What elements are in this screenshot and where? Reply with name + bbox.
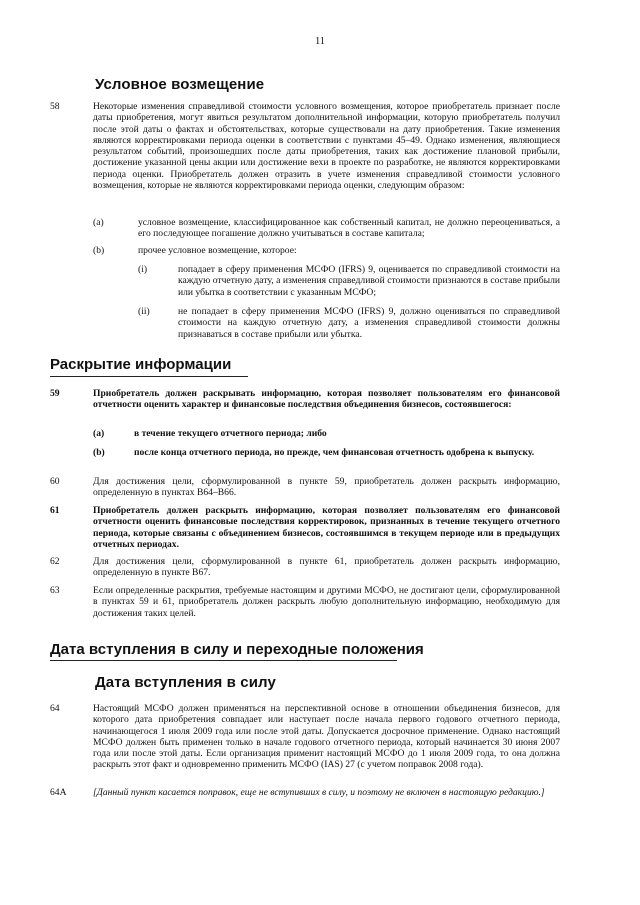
paragraph-text: Некоторые изменения справедливой стоимости условного возмещения, которое приобретатель признает после даты приобретения, могут явиться результатом дополнительной информации, которую приобретатель получил после этой даты о фактах и обстоятельствах, которые существовали на дату приобретения. Такие изменения являются корректировками периода оценки в соответствии с пунктами 45–49. Однако изменения, являющиеся результатом событий, произошедших после даты приобретения, таких как достижение плановой прибыли, достижение указанной цены акции или достижение вехи в проекте по разработке, не являются корректировками периода оценки. Приобретатель должен отразить в учете изменения справедливой стоимости условного возмещения, которые не являются корректировками периода оценки, следующим образом: <box>93 101 560 192</box>
list-label: (b) <box>93 245 105 256</box>
paragraph-number: 59 <box>50 388 60 399</box>
paragraph-text: [Данный пункт касается поправок, еще не вступивших в силу, и поэтому не включен в настоящую редакцию.] <box>93 787 545 798</box>
paragraph-text: Если определенные раскрытия, требуемые настоящим и другими МСФО, не достигают цели, сформулированной в пунктах 59 и 61, приобретатель должен раскрыть любую дополнительную информацию, необходимую для достижения таких целей. <box>93 585 560 619</box>
title-underline <box>50 376 248 377</box>
paragraph-number: 58 <box>50 101 60 112</box>
paragraph-64 <box>50 703 560 771</box>
list-item-a <box>93 217 560 240</box>
paragraph-62 <box>50 556 560 579</box>
paragraph-number: 60 <box>50 476 60 487</box>
list-label: (a) <box>93 428 105 439</box>
paragraph-text: Для достижения цели, сформулированной в пункте 61, приобретатель должен раскрыть информацию, определенную в пункте B67. <box>93 556 560 579</box>
paragraph-number: 64 <box>50 703 60 714</box>
section-title-effective-transition: Дата вступления в силу и переходные положения <box>50 641 424 658</box>
list-item-b <box>93 245 560 256</box>
paragraph-63 <box>50 585 560 619</box>
paragraph-59 <box>50 388 560 411</box>
list-label: (a) <box>93 217 104 228</box>
paragraph-number: 64A <box>50 787 67 798</box>
list-label: (ii) <box>138 306 150 317</box>
paragraph-number: 63 <box>50 585 60 596</box>
section-title-conditional: Условное возмещение <box>95 76 265 93</box>
paragraph-text: Приобретатель должен раскрыть информацию, которая позволяет пользователям его финансовой отчетности оценить финансовые последствия корректировок, признанных в течение текущего отчетного периода, которые связаны с объединением бизнесов, состоявшимся в текущем периоде или в предыдущих отчетных периодах. <box>93 505 560 550</box>
section-title-effective-date: Дата вступления в силу <box>95 674 276 691</box>
paragraph-number: 61 <box>50 505 60 516</box>
page-number: 11 <box>314 36 326 47</box>
list-text: после конца отчетного периода, но прежде, чем финансовая отчетность одобрена к выпуску. <box>134 447 535 458</box>
section-title-disclosure: Раскрытие информации <box>50 356 232 373</box>
paragraph-60 <box>50 476 560 499</box>
list-text: в течение текущего отчетного периода; либо <box>134 428 327 439</box>
list-text: попадает в сферу применения МСФО (IFRS) 9, оценивается по справедливой стоимости на каждую отчетную дату, а изменения справедливой стоимости признаются в составе прибыли или убытка в соответствии с указанным МСФО; <box>178 264 560 298</box>
list-item-i <box>138 264 560 298</box>
paragraph-64a <box>50 787 560 798</box>
title-underline <box>50 660 397 661</box>
list-item-ii <box>138 306 560 340</box>
list-label: (b) <box>93 447 105 458</box>
list-item-a <box>93 428 560 439</box>
paragraph-text: Для достижения цели, сформулированной в пункте 59, приобретатель должен раскрыть информацию, определенную в пунктах B64–B66. <box>93 476 560 499</box>
list-text: прочее условное возмещение, которое: <box>138 245 297 256</box>
list-label: (i) <box>138 264 148 275</box>
list-text: условное возмещение, классифицированное как собственный капитал, не должно переоцениваться, а его последующее погашение должно учитываться в составе капитала; <box>138 217 560 240</box>
paragraph-58 <box>50 101 560 191</box>
paragraph-61 <box>50 505 560 550</box>
list-text: не попадает в сферу применения МСФО (IFRS) 9, должно оцениваться по справедливой стоимости на каждую отчетную дату, а изменения справедливой стоимости должны признаваться в составе прибыли или убытка. <box>178 306 560 340</box>
paragraph-text: Приобретатель должен раскрывать информацию, которая позволяет пользователям его финансовой отчетности оценить характер и финансовые последствия объединения бизнесов, состоявшегося: <box>93 388 560 411</box>
paragraph-number: 62 <box>50 556 60 567</box>
paragraph-text: Настоящий МСФО должен применяться на перспективной основе в отношении объединения бизнесов, для которого дата приобретения совпадает или наступает после начала первого годового отчетного периода, начинающегося 1 июля 2009 года или после этой даты. Допускается досрочное применение. Однако настоящий МСФО должен быть применен только в начале годового отчетного периода, который начинается 30 июня 2007 года или после этой даты. Если организация применит настоящий МСФО до 1 июля 2009 года, то она должна раскрыть этот факт и одновременно применить МСФО (IAS) 27 (с учетом поправок 2008 года). <box>93 703 560 771</box>
list-item-b <box>93 447 560 458</box>
